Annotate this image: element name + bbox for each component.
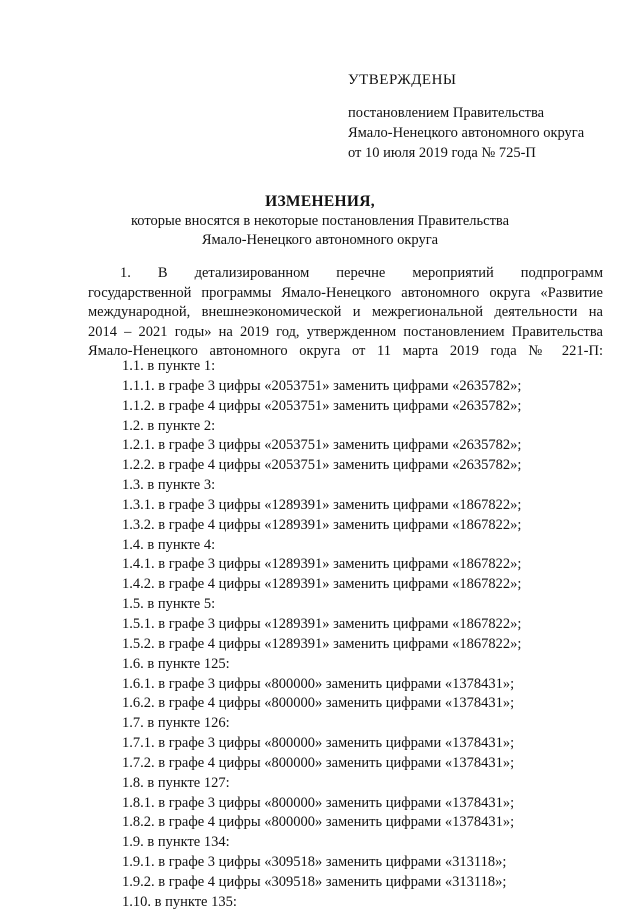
- list-item: 1.4.2. в графе 4 цифры «1289391» заменить цифрами «1867822»;: [122, 576, 522, 593]
- list-item: 1.7.2. в графе 4 цифры «800000» заменить цифрами «1378431»;: [122, 754, 515, 771]
- list-item: 1.6.2. в графе 4 цифры «800000» заменить цифрами «1378431»;: [122, 695, 515, 712]
- list-item: 1.4. в пункте 4:: [122, 536, 216, 553]
- list-item: 1.8.2. в графе 4 цифры «800000» заменить цифрами «1378431»;: [122, 814, 515, 831]
- list-item: 1.2.1. в графе 3 цифры «2053751» заменить цифрами «2635782»;: [122, 437, 522, 454]
- list-item: 1.2. в пункте 2:: [122, 417, 216, 434]
- list-item: 1.6.1. в графе 3 цифры «800000» заменить цифрами «1378431»;: [122, 675, 515, 692]
- list-item: 1.3.1. в графе 3 цифры «1289391» заменить цифрами «1867822»;: [122, 496, 522, 513]
- list-item: 1.9.2. в графе 4 цифры «309518» заменить цифрами «313118»;: [122, 873, 507, 890]
- list-item: 1.10. в пункте 135:: [122, 893, 237, 910]
- amendment-list: [122, 357, 602, 913]
- list-item: 1.8. в пункте 127:: [122, 774, 230, 791]
- subtitle-line: которые вносятся в некоторые постановления Правительства: [130, 213, 510, 229]
- list-item: 1.4.1. в графе 3 цифры «1289391» заменить цифрами «1867822»;: [122, 556, 522, 573]
- approved-heading: УТВЕРЖДЕНЫ: [348, 72, 457, 88]
- list-item: 1.3. в пункте 3:: [122, 477, 216, 494]
- list-item: 1.7. в пункте 126:: [122, 715, 230, 732]
- list-item: 1.5. в пункте 5:: [122, 596, 216, 613]
- list-item: 1.9.1. в графе 3 цифры «309518» заменить цифрами «313118»;: [122, 854, 507, 871]
- document-subtitle: [0, 212, 640, 250]
- intro-line: международной, внешнеэкономической и межрегиональной деятельности на: [88, 304, 603, 320]
- list-item: 1.9. в пункте 134:: [122, 834, 230, 851]
- list-item: 1.5.1. в графе 3 цифры «1289391» заменить цифрами «1867822»;: [122, 615, 522, 632]
- approval-line: Ямало-Ненецкого автономного округа: [348, 125, 585, 141]
- list-item: 1.8.1. в графе 3 цифры «800000» заменить цифрами «1378431»;: [122, 794, 515, 811]
- document-title: ИЗМЕНЕНИЯ,: [265, 193, 375, 210]
- list-item: 1.1. в пункте 1:: [122, 358, 216, 374]
- approval-line: от 10 июля 2019 года № 725-П: [348, 145, 536, 161]
- list-item: 1.7.1. в графе 3 цифры «800000» заменить цифрами «1378431»;: [122, 735, 515, 752]
- list-item: 1.6. в пункте 125:: [122, 655, 230, 672]
- intro-line: государственной программы Ямало-Ненецкого автономного округа «Развитие: [88, 284, 603, 301]
- approval-line: постановлением Правительства: [348, 105, 545, 121]
- intro-line: 1. В детализированном перечне мероприятий подпрограмм: [120, 265, 603, 281]
- subtitle-line: Ямало-Ненецкого автономного округа: [201, 232, 439, 248]
- list-item: 1.2.2. в графе 4 цифры «2053751» заменить цифрами «2635782»;: [122, 457, 522, 474]
- list-item: 1.1.2. в графе 4 цифры «2053751» заменить цифрами «2635782»;: [122, 397, 522, 414]
- list-item: 1.5.2. в графе 4 цифры «1289391» заменить цифрами «1867822»;: [122, 635, 522, 652]
- list-item: 1.1.1. в графе 3 цифры «2053751» заменить цифрами «2635782»;: [122, 377, 522, 394]
- intro-line: 2014 – 2021 годы» на 2019 год, утвержденном постановлением Правительства: [88, 323, 603, 340]
- intro-line: Ямало-Ненецкого автономного округа от 11 марта 2019 года № 221-П:: [88, 343, 603, 359]
- list-item: 1.3.2. в графе 4 цифры «1289391» заменить цифрами «1867822»;: [122, 516, 522, 533]
- intro-paragraph: [88, 264, 603, 362]
- approval-block: [348, 72, 608, 163]
